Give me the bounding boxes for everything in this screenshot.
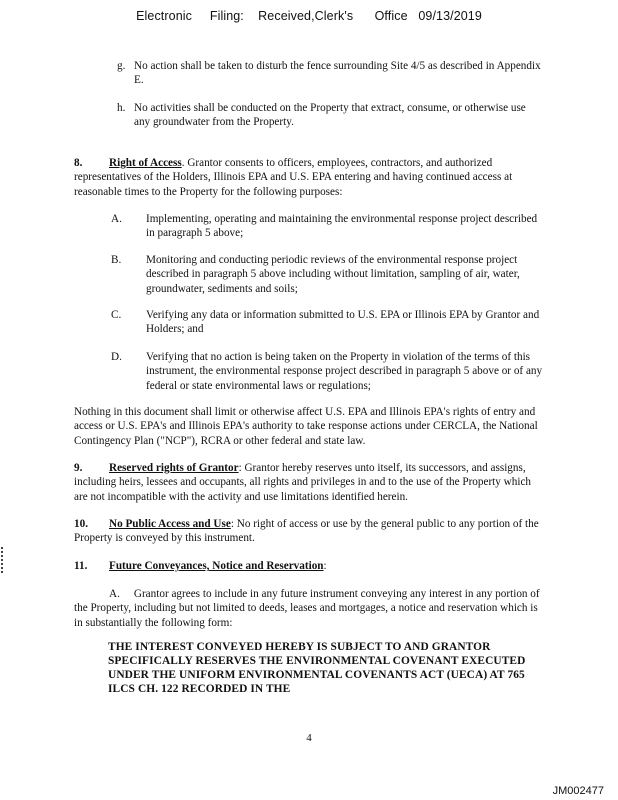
bates-number: JM002477	[552, 785, 604, 797]
section-8-heading: Right of Access	[109, 157, 182, 169]
margin-scan-mark	[1, 547, 5, 573]
list-item-g	[117, 59, 547, 89]
item-text: Verifying that no action is being taken on the Property in violation of the terms of this instrument, the environmental response project described in paragraph 5 above or of any federal or state environmental laws or regulations;	[146, 351, 543, 392]
item-label: h.	[117, 102, 126, 114]
item-text: Verifying any data or information submitted to U.S. EPA or Illinois EPA by Grantor and Holders; and	[146, 309, 540, 336]
section-10-text: : No right of access or use by the general public to any portion of the Property is conveyed by this instrument.	[74, 518, 539, 545]
item-label: A.	[111, 213, 122, 225]
item-label: D.	[111, 351, 122, 363]
section-number-10: 10.	[74, 518, 88, 530]
section-8-closing: Nothing in this document shall limit or otherwise affect U.S. EPA and Illinois EPA's rights of entry and access or U.S. EPA's and Illinois EPA's authority to take response actions under CERCLA, the National Contingency Plan ("NCP"), RCRA or other federal and state law.	[74, 406, 538, 447]
filing-stamp-header: Electronic Filing: Received,Clerk's Office 09/13/2019	[136, 9, 482, 23]
section-8-paragraph	[74, 156, 546, 199]
item-label: g.	[117, 60, 126, 72]
section-11-heading: Future Conveyances, Notice and Reservation	[109, 560, 324, 572]
section-11-text: :	[323, 560, 327, 572]
section-number-11: 11.	[74, 560, 88, 572]
item-text: No action shall be taken to disturb the fence surrounding Site 4/5 as described in Appendix E.	[134, 60, 541, 87]
section-number-9: 9.	[74, 462, 83, 474]
notice-caps-text: THE INTEREST CONVEYED HEREBY IS SUBJECT TO AND GRANTOR SPECIFICALLY RESERVES THE ENVIRONMENTAL COVENANT EXECUTED UNDER THE UNIFORM ENVIRONMENTAL COVENANTS ACT (UECA) AT 765 ILCS CH. 122 RECORDED IN THE	[108, 641, 526, 695]
page-number: 4	[306, 732, 312, 744]
section-10-paragraph	[74, 517, 546, 546]
section-11-sub-label: A.	[109, 588, 120, 600]
section-11-heading-line	[74, 559, 546, 573]
list-item-h	[117, 101, 547, 131]
section-9-paragraph	[74, 461, 546, 504]
section-11-sub-text: Grantor agrees to include in any future instrument conveying any interest in any portion of the Property, including but not limited to deeds, leases and mortgages, a notice and reservation which is in substantially the following form:	[74, 588, 540, 629]
item-text: Monitoring and conducting periodic reviews of the environmental response project described in paragraph 5 above including without limitation, sampling of air, water, groundwater, sediments and soils;	[146, 254, 520, 295]
section-number-8: 8.	[74, 157, 83, 169]
section-10-heading: No Public Access and Use	[109, 518, 231, 530]
item-label: C.	[111, 309, 122, 321]
item-label: B.	[111, 254, 122, 266]
section-9-text: : Grantor hereby reserves unto itself, its successors, and assigns, including heirs, lessees and occupants, all rights and privileges in and to the use of the Property which are not incompatible with the activity and use limitations identified herein.	[74, 462, 532, 503]
item-text: No activities shall be conducted on the Property that extract, consume, or otherwise use any groundwater from the Property.	[134, 102, 526, 129]
item-text: Implementing, operating and maintaining the environmental response project described in paragraph 5 above;	[146, 213, 538, 240]
section-8-text: . Grantor consents to officers, employees, contractors, and authorized representatives of the Holders, Illinois EPA and U.S. EPA entering and having continued access at reasonable times to the Property for the following purposes:	[74, 157, 513, 198]
section-11-subparagraph	[74, 587, 546, 630]
list-item-c	[111, 308, 551, 338]
list-item-d	[111, 350, 551, 394]
section-9-heading: Reserved rights of Grantor	[109, 462, 239, 474]
list-item-a	[111, 212, 551, 242]
list-item-b	[111, 253, 551, 297]
